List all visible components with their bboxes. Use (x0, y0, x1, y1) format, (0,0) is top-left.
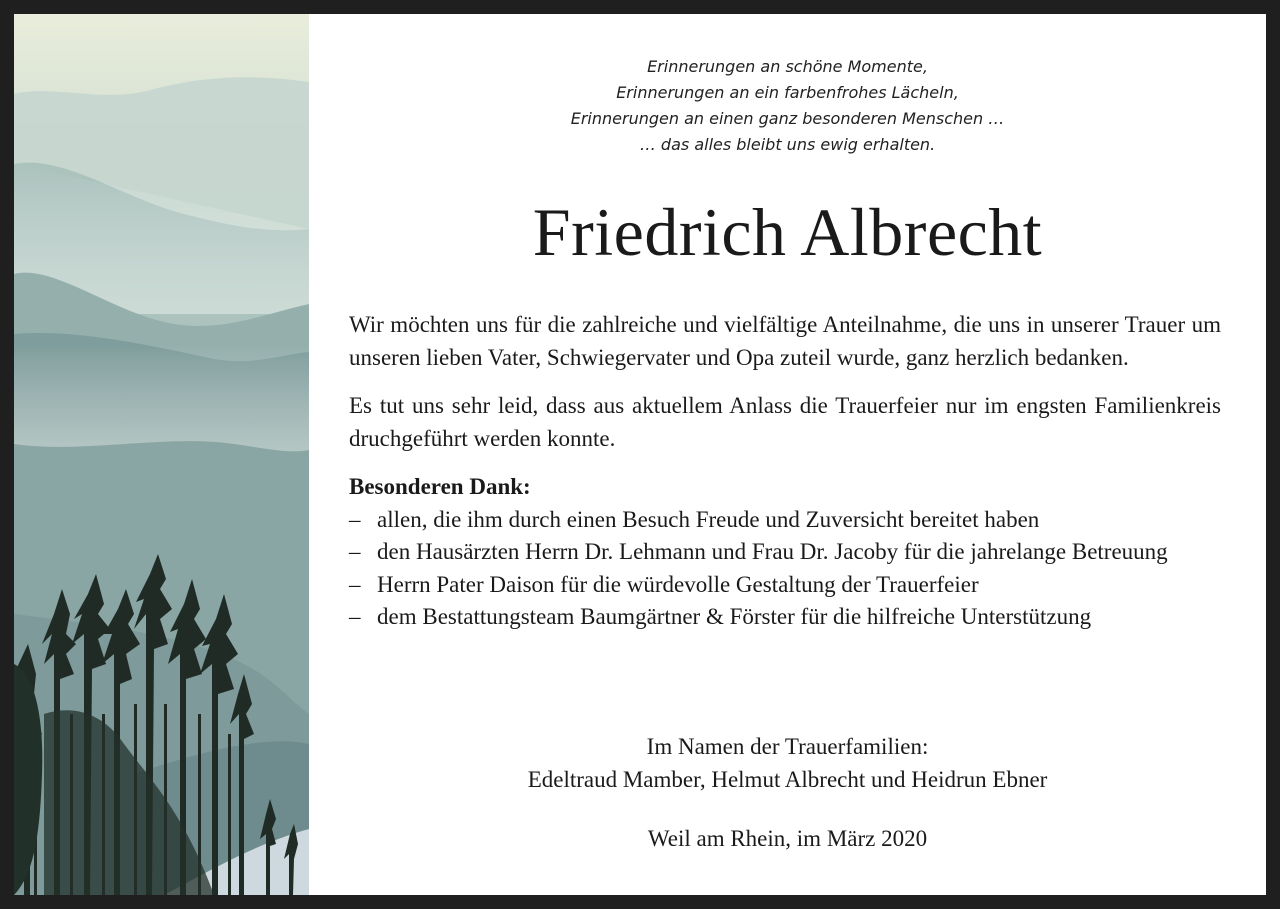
memorial-poem (309, 54, 1266, 158)
list-item (349, 601, 1221, 634)
special-thanks-list (349, 504, 1221, 634)
poem-line: Erinnerungen an schöne Momente, (647, 57, 928, 76)
list-item-text: dem Bestattungsteam Baumgärtner & Förster für die hilfreiche Unterstützung (377, 604, 1092, 629)
dash-bullet: – (349, 539, 361, 564)
obituary-card (14, 14, 1266, 895)
poem-line: Erinnerungen an einen ganz besonderen Menschen … (570, 109, 1005, 128)
obituary-text-column (309, 14, 1266, 895)
poem-line: Erinnerungen an ein farbenfrohes Lächeln, (616, 83, 959, 102)
list-item-text: Herrn Pater Daison für die würdevolle Gestaltung der Trauerfeier (377, 571, 979, 597)
dash-bullet: – (349, 506, 361, 532)
list-item (349, 504, 1221, 537)
poem-line: … das alles bleibt uns ewig erhalten. (639, 135, 936, 154)
deceased-name: Friedrich Albrecht (532, 194, 1043, 270)
place-date: Weil am Rhein, im März 2020 (647, 826, 928, 851)
signature-names: Edeltraud Mamber, Helmut Albrecht und Heidrun Ebner (527, 766, 1048, 792)
list-item (349, 536, 1221, 569)
message-body (349, 309, 1221, 634)
list-item-text: den Hausärzten Herrn Dr. Lehmann und Frau Dr. Jacoby für die jahrelange Betreuung (377, 539, 1168, 564)
dash-bullet: – (349, 571, 361, 597)
special-thanks-heading: Besonderen Dank: (349, 474, 531, 499)
mountain-landscape-image (14, 14, 309, 895)
dash-bullet: – (349, 604, 361, 629)
family-signature (309, 731, 1266, 796)
apology-paragraph: Es tut uns sehr leid, dass aus aktuellem Anlass die Trauerfeier nur im engsten Familienkreis druchgeführt werden konnte. (349, 393, 1221, 451)
thanks-paragraph: Wir möchten uns für die zahlreiche und vielfältige Anteilnahme, die uns in unserer Trauer um unseren lieben Vater, Schwiegervater und Opa zuteil wurde, ganz herzlich bedanken. (349, 312, 1221, 370)
list-item (349, 569, 1221, 602)
list-item-text: allen, die ihm durch einen Besuch Freude und Zuversicht bereitet haben (377, 506, 1040, 532)
signature-intro: Im Namen der Trauerfamilien: (646, 734, 929, 759)
